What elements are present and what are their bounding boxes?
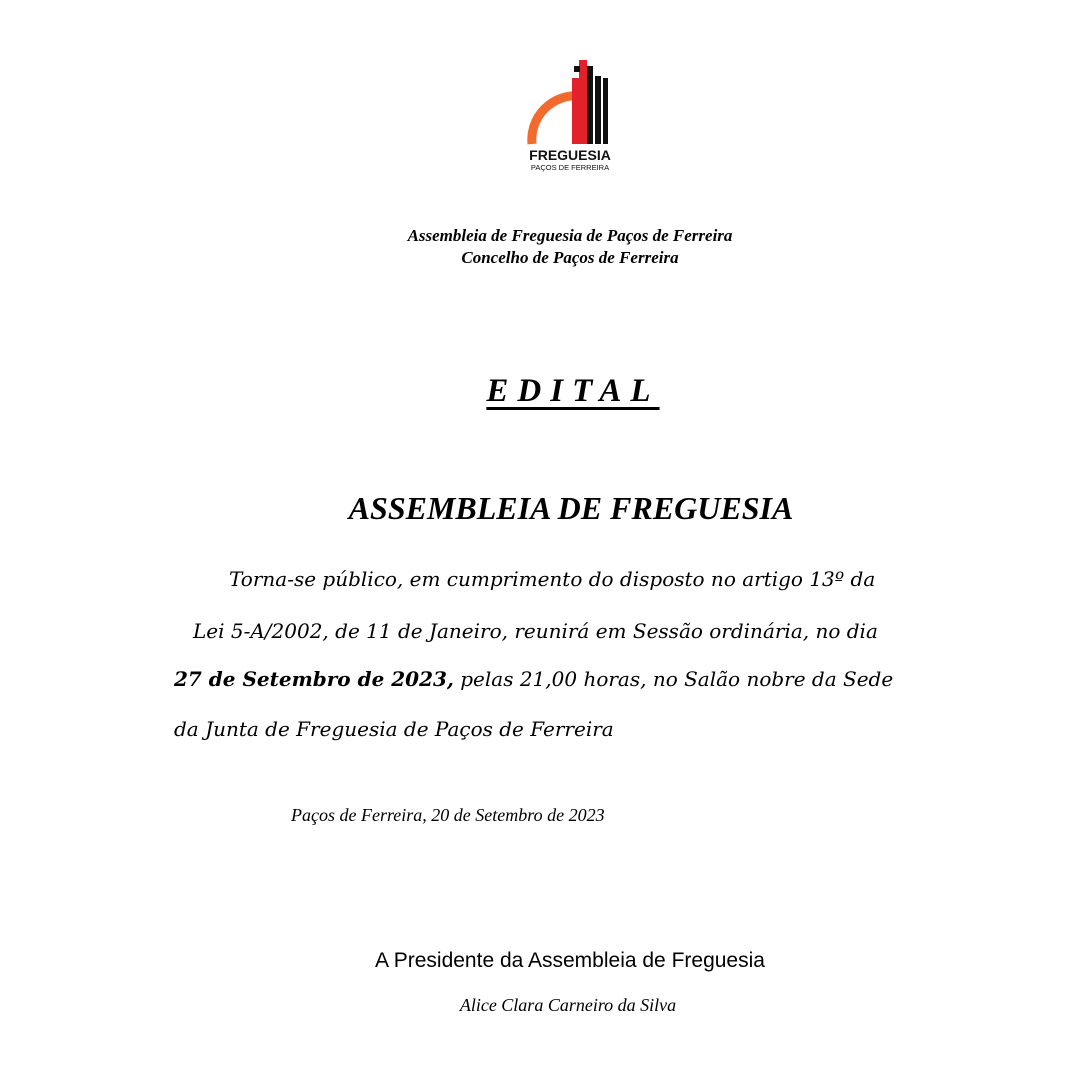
body-line-4: da Junta de Freguesia de Paços de Ferreira bbox=[174, 717, 614, 741]
svg-text:FREGUESIA: FREGUESIA bbox=[529, 147, 611, 163]
place-date: Paços de Ferreira, 20 de Setembro de 2023 bbox=[291, 805, 605, 825]
document-heading: ASSEMBLEIA DE FREGUESIA bbox=[348, 490, 794, 526]
freguesia-logo-mark bbox=[524, 56, 616, 176]
signatory-title: A Presidente da Assembleia de Freguesia bbox=[375, 949, 765, 972]
body-line-2: Lei 5-A/2002, de 11 de Janeiro, reunirá em Sessão ordinária, no dia bbox=[193, 619, 878, 643]
svg-text:PAÇOS DE FERREIRA: PAÇOS DE FERREIRA bbox=[530, 163, 610, 172]
freguesia-logo bbox=[524, 56, 616, 176]
body-line-1: Torna-se público, em cumprimento do disposto no artigo 13º da bbox=[229, 567, 876, 591]
header-assembly-name: Assembleia de Freguesia de Paços de Ferreira bbox=[407, 226, 733, 245]
header-municipality: Concelho de Paços de Ferreira bbox=[461, 248, 679, 267]
document-title: EDITAL bbox=[486, 373, 660, 409]
body-line-3 bbox=[174, 667, 893, 691]
meeting-details: pelas 21,00 horas, no Salão nobre da Sede bbox=[453, 667, 894, 691]
meeting-date: 27 de Setembro de 2023, bbox=[174, 667, 454, 691]
signatory-name: Alice Clara Carneiro da Silva bbox=[459, 995, 677, 1015]
